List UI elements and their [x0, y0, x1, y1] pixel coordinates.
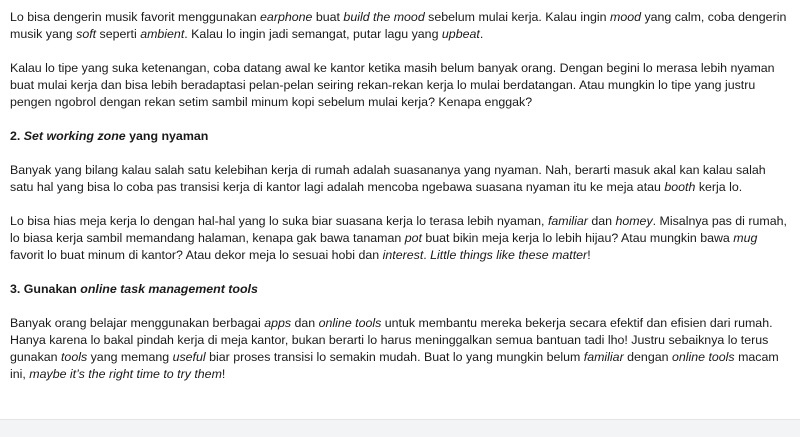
- body-text: buat: [312, 10, 344, 24]
- emphasis-text: apps: [264, 316, 292, 330]
- body-text: yang calm, coba dengerin musik yang: [10, 10, 787, 41]
- heading-online-tools: [10, 281, 790, 298]
- emphasis-text: interest: [382, 248, 424, 262]
- paragraph-early-arrival: [10, 60, 790, 111]
- emphasis-text: online tools: [318, 316, 382, 330]
- bottom-toolbar: [0, 419, 800, 437]
- body-text: yang nyaman: [125, 129, 209, 143]
- emphasis-text: tools: [60, 350, 88, 364]
- body-text: biar proses transisi lo semakin mudah. Buat lo yang mungkin belum: [205, 350, 584, 364]
- emphasis-text: homey: [615, 214, 653, 228]
- emphasis-text: Set working zone: [23, 129, 126, 143]
- body-text: sebelum mulai kerja. Kalau ingin: [424, 10, 610, 24]
- body-text: .: [479, 27, 484, 41]
- body-text: Kalau lo tipe yang suka ketenangan, coba datang awal ke kantor ketika masih belum banyak orang. Dengan begini lo merasa lebih nyaman buat mulai kerja dan bisa lebih beradaptasi pelan-pelan seiring rekan-rekan kerja lo mulai berdatangan. Atau mungkin lo tipe yang justru pengen ngobrol dengan rekan setim sambil minum kopi sebelum mulai kerja? Kenapa enggak?: [10, 61, 775, 109]
- body-text: untuk membantu mereka bekerja secara efektif dan efisien dari rumah. Hanya karena lo bakal pindah kerja di meja kantor, bukan berarti lo harus meninggalkan semua bantuan tadi lho! Justru sebaiknya lo terus gunakan: [10, 316, 773, 364]
- paragraph-desk-decor: [10, 213, 790, 264]
- emphasis-text: Little things like these matter: [430, 248, 588, 262]
- paragraph-music: [10, 9, 790, 43]
- body-text: macam ini,: [10, 350, 779, 381]
- body-text: . Kalau lo ingin jadi semangat, putar lagu yang: [184, 27, 442, 41]
- body-text: dengan: [623, 350, 672, 364]
- emphasis-text: booth: [664, 180, 696, 194]
- paragraph-tools: [10, 315, 790, 383]
- body-text: Banyak yang bilang kalau salah satu kelebihan kerja di rumah adalah suasananya yang nyaman. Nah, berarti masuk akal kan kalau salah satu hal yang bisa lo coba pas transisi kerja di kantor lagi adalah mencoba ngebawa suasana nyaman itu ke meja atau: [10, 163, 766, 194]
- emphasis-text: earphone: [260, 10, 313, 24]
- emphasis-text: familiar: [583, 350, 624, 364]
- body-text: Lo bisa hias meja kerja lo dengan hal-hal yang lo suka biar suasana kerja lo terasa lebih nyaman,: [10, 214, 548, 228]
- body-text: buat bikin meja kerja lo lebih hijau? Atau mungkin bawa: [421, 231, 734, 245]
- body-text: 2.: [10, 129, 24, 143]
- emphasis-text: online task management tools: [80, 282, 258, 296]
- emphasis-text: upbeat: [441, 27, 480, 41]
- heading-working-zone: [10, 128, 790, 145]
- body-text: dan: [587, 214, 616, 228]
- body-text: . Misalnya pas di rumah, lo biasa kerja sambil memandang halaman, kenapa gak bawa tanaman: [10, 214, 787, 245]
- emphasis-text: maybe it’s the right time to try them: [29, 367, 222, 381]
- emphasis-text: mood: [610, 10, 641, 24]
- body-text: 3. Gunakan: [10, 282, 81, 296]
- emphasis-text: online tools: [671, 350, 735, 364]
- emphasis-text: ambient: [140, 27, 185, 41]
- body-text: Lo bisa dengerin musik favorit menggunakan: [10, 10, 261, 24]
- body-text: dan: [291, 316, 319, 330]
- emphasis-text: familiar: [547, 214, 588, 228]
- emphasis-text: build the mood: [343, 10, 425, 24]
- paragraph-comfort: [10, 162, 790, 196]
- body-text: !: [587, 248, 591, 262]
- body-text: favorit lo buat minum di kantor? Atau dekor meja lo sesuai hobi dan: [10, 248, 383, 262]
- body-text: .: [423, 248, 431, 262]
- emphasis-text: soft: [76, 27, 97, 41]
- body-text: yang memang: [87, 350, 173, 364]
- emphasis-text: mug: [733, 231, 758, 245]
- body-text: Banyak orang belajar menggunakan berbagai: [10, 316, 265, 330]
- body-text: kerja lo.: [695, 180, 743, 194]
- body-text: !: [221, 367, 226, 381]
- body-text: seperti: [96, 27, 141, 41]
- emphasis-text: useful: [172, 350, 206, 364]
- emphasis-text: pot: [404, 231, 422, 245]
